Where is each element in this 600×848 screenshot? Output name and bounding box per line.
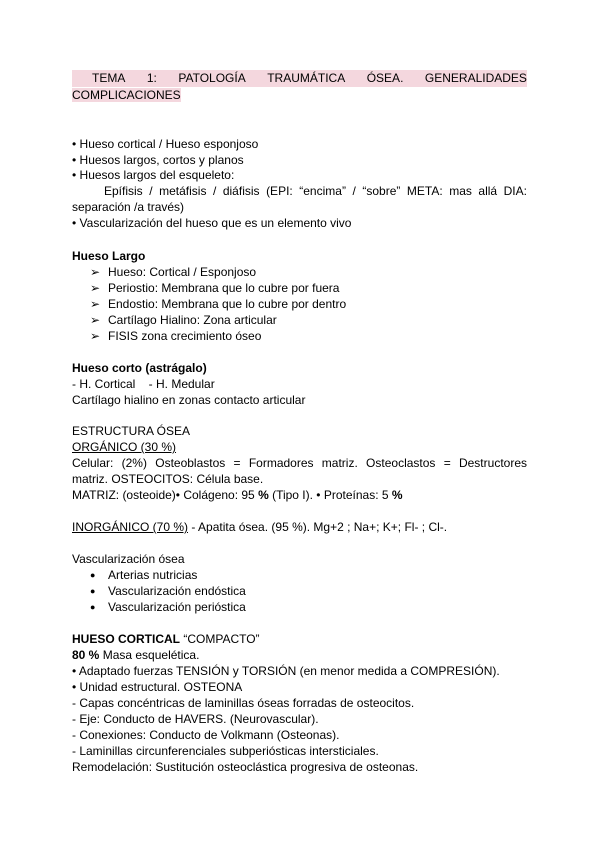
inorganico-text: - Apatita ósea. (95 %). Mg+2 ; Na+; K+; Fl- ; Cl-. [188, 520, 448, 534]
list-item-label: Hueso: Cortical / Esponjoso [108, 265, 257, 279]
heading-bold: HUESO CORTICAL [72, 632, 180, 646]
epi-line-2: separación /a través) [72, 200, 185, 214]
title-word: PATOLOGÍA [178, 71, 246, 85]
bullet-icon: ● [90, 602, 96, 612]
hueso-corto-heading: Hueso corto (astrágalo) [72, 361, 207, 375]
list-item [90, 297, 346, 312]
epi-word: metáfisis [159, 184, 207, 198]
hueso-corto-line: Cartílago hialino en zonas contacto articular [72, 393, 306, 407]
arrow-icon: ➢ [90, 313, 101, 327]
list-item [90, 265, 256, 280]
bullet-icon: ● [90, 586, 96, 596]
epi-word: / [352, 184, 356, 198]
cortical-line: • Unidad estructural. OSTEONA [72, 680, 243, 694]
hueso-largo-heading: Hueso Largo [72, 249, 146, 263]
title-word: TRAUMÁTICA [267, 71, 346, 85]
list-item-label: Vascularización endóstica [108, 584, 246, 598]
matriz-pct: % [258, 488, 269, 502]
celular-word: (2%) [121, 456, 147, 470]
list-item [90, 584, 246, 599]
epi-word: (EPI: [266, 184, 293, 198]
masa-pct: 80 % [72, 648, 100, 662]
celular-word: Celular: [72, 456, 114, 470]
list-item-label: Vascularización perióstica [108, 600, 246, 614]
matriz-text: (Tipo I). • Proteínas: 5 [268, 488, 392, 502]
epi-word: diáfisis [222, 184, 260, 198]
epi-word: mas [449, 184, 472, 198]
epi-line-1 [104, 184, 527, 199]
arrow-icon: ➢ [90, 265, 101, 279]
celular-word: = [233, 456, 241, 470]
list-item [90, 568, 197, 583]
list-item [90, 329, 261, 344]
heading-rest: “COMPACTO” [180, 632, 260, 646]
page-title [72, 70, 527, 103]
title-word: GENERALIDADES [424, 71, 527, 85]
epi-word: / [149, 184, 153, 198]
cortical-line: - Laminillas circunferenciales subperiósticas intersticiales. [72, 744, 379, 758]
celular-word: = [443, 456, 451, 470]
list-item-label: Cartílago Hialino: Zona articular [108, 313, 277, 327]
epi-word: “sobre” [362, 184, 401, 198]
hueso-cortical-heading [72, 632, 260, 647]
title-line-2: COMPLICACIONES [72, 87, 181, 102]
celular-line-2: matriz. OSTEOCITOS: Célula base. [72, 472, 264, 486]
title-line-1 [72, 70, 527, 87]
list-item-label: Arterias nutricias [108, 568, 198, 582]
intro-line: • Huesos largos, cortos y planos [72, 153, 244, 167]
cortical-line: • Adaptado fuerzas TENSIÓN y TORSIÓN (en menor medida a COMPRESIÓN). [72, 664, 500, 678]
title-word: 1: [146, 71, 157, 85]
matriz-text: MATRIZ: (osteoide)• Colágeno: 95 [72, 488, 259, 502]
title-word: TEMA [92, 71, 126, 85]
vasc-line: • Vascularización del hueso que es un elemento vivo [72, 216, 352, 230]
masa-text: Masa esquelética. [99, 648, 200, 662]
list-item [90, 281, 339, 296]
celular-word: Destructores [458, 456, 527, 470]
epi-word: allá [478, 184, 498, 198]
cortical-line: Remodelación: Sustitución osteoclástica progresiva de osteonas. [72, 760, 419, 774]
celular-word: Formadores [248, 456, 314, 470]
arrow-icon: ➢ [90, 297, 101, 311]
list-item [90, 600, 246, 615]
inorganico-heading: INORGÁNICO (70 %) [72, 520, 189, 534]
epi-word: / [212, 184, 217, 198]
estructura-heading: ESTRUCTURA ÓSEA [72, 424, 191, 438]
list-item [90, 313, 277, 328]
hueso-corto-line: - H. Cortical - H. Medular [72, 377, 215, 391]
arrow-icon: ➢ [90, 329, 101, 343]
organico-heading: ORGÁNICO (30 %) [72, 440, 177, 454]
cortical-line: - Conexiones: Conducto de Volkmann (Osteonas). [72, 728, 340, 742]
celular-line-1 [72, 456, 527, 471]
matriz-line [72, 488, 403, 503]
epi-word: META: [406, 184, 443, 198]
bullet-icon: ● [90, 570, 96, 580]
epi-word: Epífisis [104, 184, 143, 198]
cortical-line: - Eje: Conducto de HAVERS. (Neurovascular). [72, 712, 319, 726]
celular-word: matriz. [321, 456, 358, 470]
masa-line [72, 648, 199, 663]
intro-line: • Hueso cortical / Hueso esponjoso [72, 137, 259, 151]
inorganico-line [72, 520, 447, 535]
matriz-pct: % [391, 488, 403, 502]
celular-word: Osteoblastos [155, 456, 226, 470]
epi-word: “encima” [299, 184, 346, 198]
list-item-label: Endostio: Membrana que lo cubre por dentro [108, 297, 347, 311]
title-word: ÓSEA. [366, 71, 404, 85]
arrow-icon: ➢ [90, 281, 101, 295]
epi-word: DIA: [503, 184, 527, 198]
cortical-line: - Capas concéntricas de laminillas óseas forradas de osteocitos. [72, 696, 415, 710]
list-item-label: FISIS zona crecimiento óseo [108, 329, 262, 343]
intro-line: • Huesos largos del esqueleto: [72, 168, 235, 182]
vascularizacion-heading: Vascularización ósea [72, 552, 185, 566]
list-item-label: Periostio: Membrana que lo cubre por fuera [108, 281, 340, 295]
celular-word: Osteoclastos [366, 456, 436, 470]
